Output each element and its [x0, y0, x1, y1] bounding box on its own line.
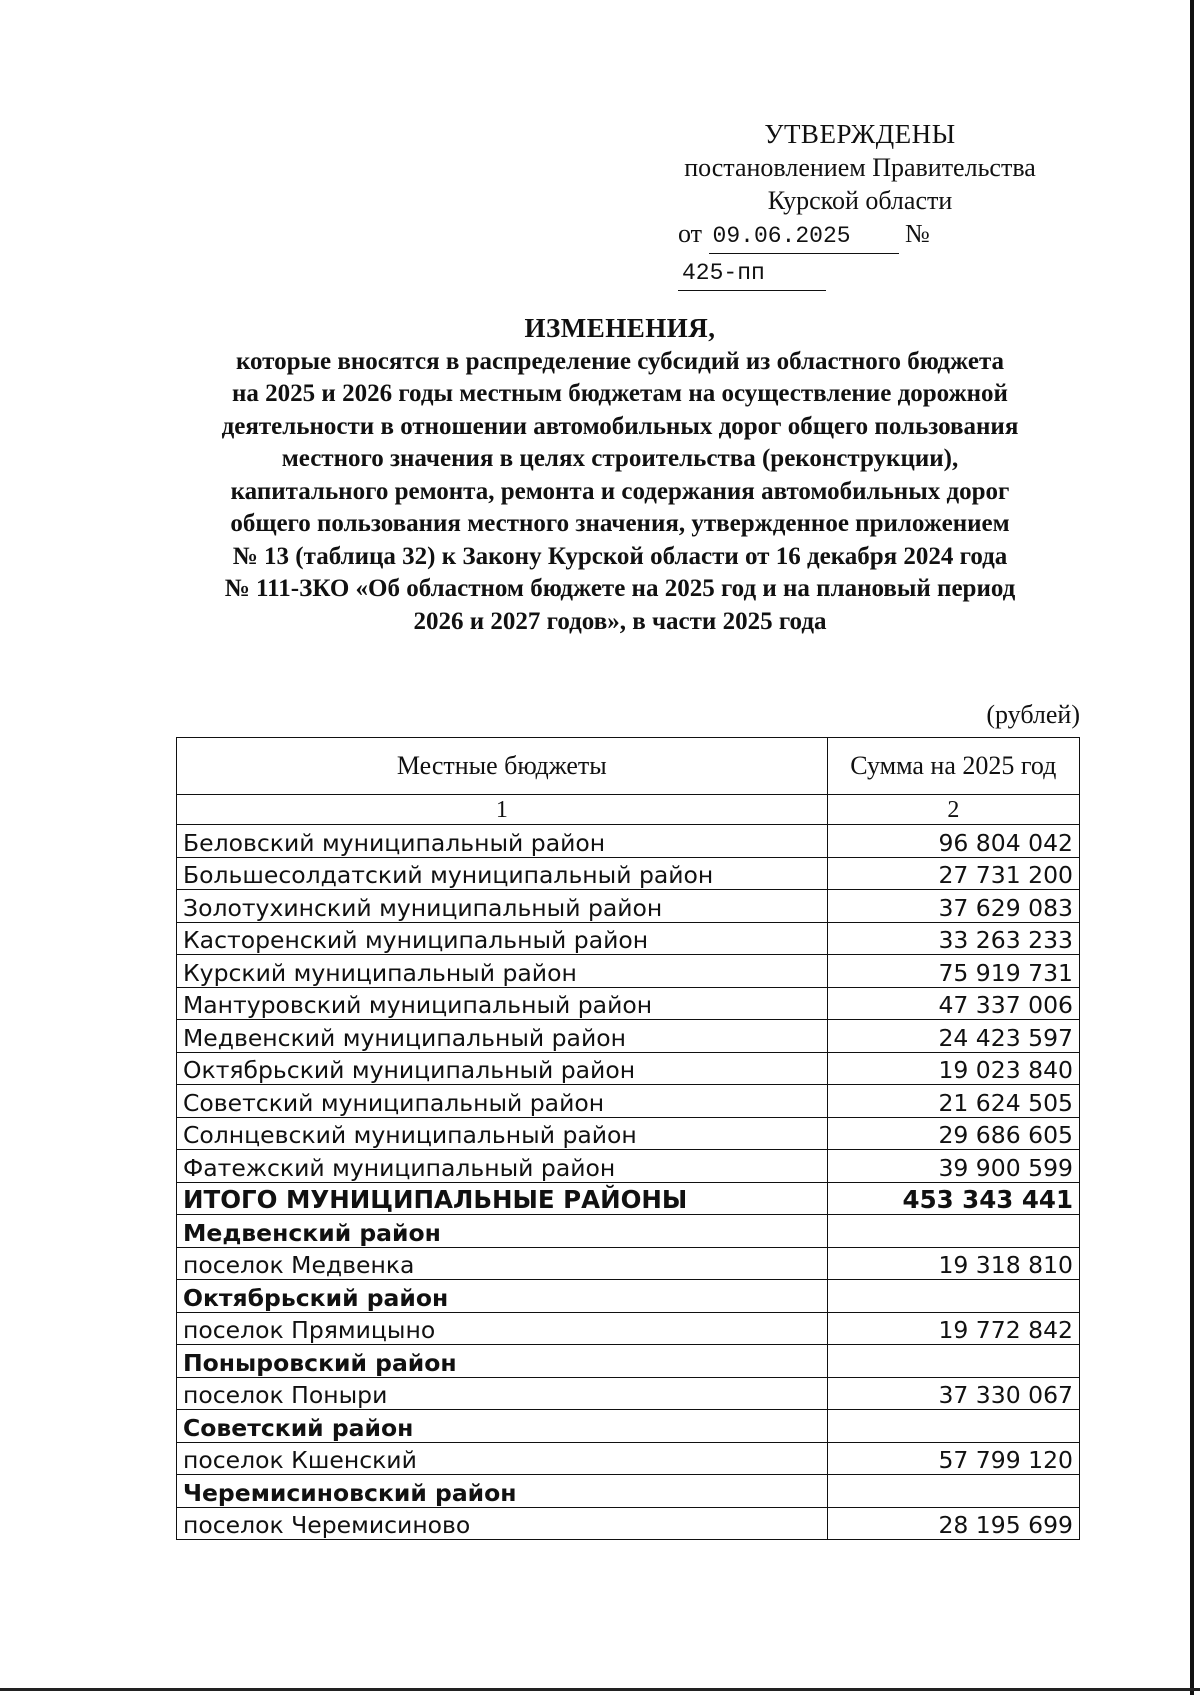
approval-line-2: Курской области [767, 186, 953, 215]
budget-name-cell: поселок Кшенский [177, 1442, 828, 1475]
table-row [177, 857, 1080, 890]
amount-cell: 57 799 120 [827, 1442, 1079, 1475]
date-prefix: от [678, 219, 703, 248]
table-row [177, 1085, 1080, 1118]
table-row [177, 1117, 1080, 1150]
table-row [177, 890, 1080, 923]
amount-cell: 19 318 810 [827, 1247, 1079, 1280]
table-district-row [177, 1345, 1080, 1378]
budget-name-cell: Поныровский район [177, 1345, 828, 1378]
budget-name-cell: Мантуровский муниципальный район [177, 987, 828, 1020]
number-prefix: № [905, 219, 930, 248]
budget-name-cell: Беловский муниципальный район [177, 825, 828, 858]
amount-cell [827, 1475, 1079, 1508]
column-number: 1 [177, 795, 828, 825]
budget-name-cell: ИТОГО МУНИЦИПАЛЬНЫЕ РАЙОНЫ [177, 1182, 828, 1215]
column-number: 2 [827, 795, 1079, 825]
approval-date: 09.06.2025 [709, 220, 899, 254]
budget-name-cell: Черемисиновский район [177, 1475, 828, 1508]
heading-line: общего пользования местного значения, утвержденное приложением [230, 510, 1010, 537]
amount-cell: 37 629 083 [827, 890, 1079, 923]
table-row [177, 825, 1080, 858]
budget-name-cell: Октябрьский муниципальный район [177, 1052, 828, 1085]
amount-cell: 21 624 505 [827, 1085, 1079, 1118]
budget-name-cell: Фатежский муниципальный район [177, 1150, 828, 1183]
amount-cell [827, 1410, 1079, 1443]
budget-name-cell: поселок Поныри [177, 1377, 828, 1410]
table-row [177, 987, 1080, 1020]
approval-stamp [640, 118, 1080, 291]
budget-name-cell: Золотухинский муниципальный район [177, 890, 828, 923]
approval-number: 425-пп [678, 257, 826, 291]
amount-cell: 19 772 842 [827, 1312, 1079, 1345]
table-row [177, 1052, 1080, 1085]
heading-title: ИЗМЕНЕНИЯ, [524, 313, 716, 343]
table-district-row [177, 1215, 1080, 1248]
column-header-amount: Сумма на 2025 год [827, 738, 1079, 795]
heading-line: деятельности в отношении автомобильных дорог общего пользования [221, 412, 1019, 440]
budget-name-cell: поселок Прямицыно [177, 1312, 828, 1345]
amount-cell: 27 731 200 [827, 857, 1079, 890]
table-row [177, 1150, 1080, 1183]
amount-cell: 28 195 699 [827, 1507, 1079, 1540]
table-row [177, 1247, 1080, 1280]
budget-name-cell: Большесолдатский муниципальный район [177, 857, 828, 890]
table-row [177, 955, 1080, 988]
heading-line: № 111-ЗКО «Об областном бюджете на 2025 год и на плановый период [224, 575, 1016, 602]
budget-name-cell: поселок Медвенка [177, 1247, 828, 1280]
amount-cell: 33 263 233 [827, 922, 1079, 955]
budget-name-cell: Октябрьский район [177, 1280, 828, 1313]
table-total-row [177, 1182, 1080, 1215]
approval-title: УТВЕРЖДЕНЫ [764, 119, 956, 149]
scan-border-right [1190, 0, 1194, 1695]
table-header-row [177, 738, 1080, 795]
table-row [177, 922, 1080, 955]
approval-date-line [640, 217, 1080, 291]
table-district-row [177, 1280, 1080, 1313]
heading-line: № 13 (таблица 32) к Закону Курской области от 16 декабря 2024 года [232, 542, 1008, 570]
scan-border-bottom [0, 1688, 1200, 1691]
table-row [177, 1507, 1080, 1540]
amount-cell: 29 686 605 [827, 1117, 1079, 1150]
table-row [177, 1312, 1080, 1345]
amount-cell: 47 337 006 [827, 987, 1079, 1020]
amount-cell: 19 023 840 [827, 1052, 1079, 1085]
document-heading [160, 312, 1080, 638]
amount-cell [827, 1345, 1079, 1378]
budget-name-cell: Советский муниципальный район [177, 1085, 828, 1118]
budget-name-cell: Медвенский район [177, 1215, 828, 1248]
amount-cell: 453 343 441 [827, 1182, 1079, 1215]
amount-cell: 75 919 731 [827, 955, 1079, 988]
amount-cell [827, 1280, 1079, 1313]
amount-cell: 96 804 042 [827, 825, 1079, 858]
units-label: (рублей) [986, 700, 1080, 729]
amount-cell: 37 330 067 [827, 1377, 1079, 1410]
heading-line: на 2025 и 2026 годы местным бюджетам на осуществление дорожной [232, 380, 1008, 407]
table-row [177, 1020, 1080, 1053]
heading-line: 2026 и 2027 годов», в части 2025 года [413, 607, 827, 635]
budget-name-cell: Солнцевский муниципальный район [177, 1117, 828, 1150]
budget-name-cell: Медвенский муниципальный район [177, 1020, 828, 1053]
heading-line: которые вносятся в распределение субсидий из областного бюджета [235, 347, 1005, 375]
approval-line-1: постановлением Правительства [684, 153, 1036, 182]
table-district-row [177, 1410, 1080, 1443]
column-header-budgets: Местные бюджеты [177, 738, 828, 795]
budget-name-cell: поселок Черемисиново [177, 1507, 828, 1540]
column-number-row [177, 795, 1080, 825]
table-row [177, 1377, 1080, 1410]
heading-line: капитального ремонта, ремонта и содержания автомобильных дорог [230, 477, 1010, 505]
budget-name-cell: Курский муниципальный район [177, 955, 828, 988]
table-row [177, 1442, 1080, 1475]
table-district-row [177, 1475, 1080, 1508]
budget-name-cell: Советский район [177, 1410, 828, 1443]
budget-name-cell: Касторенский муниципальный район [177, 922, 828, 955]
amount-cell [827, 1215, 1079, 1248]
budget-table [176, 737, 1080, 1540]
amount-cell: 39 900 599 [827, 1150, 1079, 1183]
heading-line: местного значения в целях строительства (реконструкции), [281, 445, 959, 472]
amount-cell: 24 423 597 [827, 1020, 1079, 1053]
